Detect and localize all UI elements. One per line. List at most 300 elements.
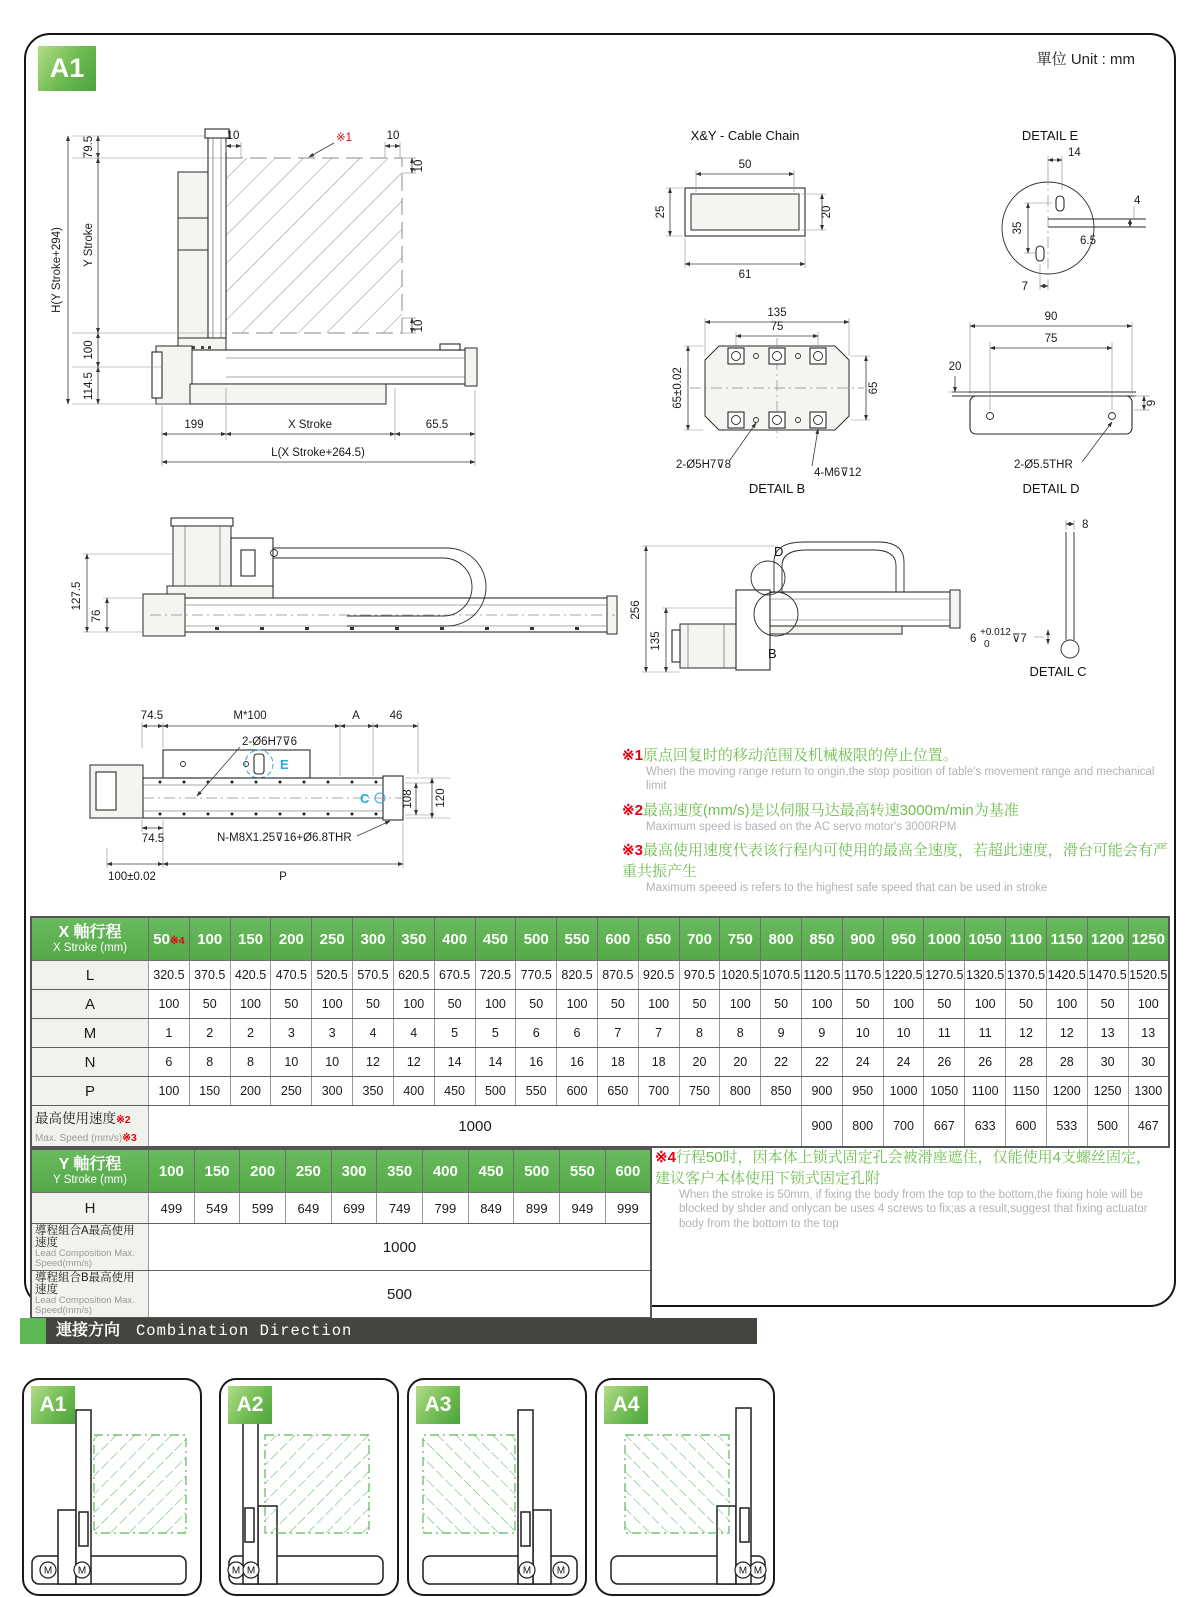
y-cell: 499: [149, 1193, 195, 1224]
x-cell: 8: [720, 1019, 761, 1048]
x-cell: 11: [965, 1019, 1006, 1048]
dim-135: 135: [767, 307, 787, 319]
svg-text:M: M: [43, 1565, 53, 1577]
detail-ref-b: B: [768, 646, 777, 661]
side-view-drawing: [55, 510, 630, 680]
y-lead-value: 1000: [149, 1224, 652, 1271]
note-ref-4-marker: ※4: [169, 934, 185, 947]
x-cell: 1050: [924, 1077, 965, 1106]
detail-b-title: DETAIL B: [748, 481, 806, 496]
dim-79-5: 79.5: [83, 135, 95, 159]
x-cell: 1100: [965, 1077, 1006, 1106]
footnotes: [622, 744, 1176, 901]
x-cell: 650: [597, 1077, 638, 1106]
x-stroke-col-header: [434, 917, 475, 961]
x-cell: 750: [679, 1077, 720, 1106]
x-cell: 870.5: [597, 961, 638, 990]
x-stroke-col-header: [1087, 917, 1128, 961]
dim-65-tol: 65±0.02: [672, 367, 684, 409]
x-stroke-col-header: [597, 917, 638, 961]
x-cell: 50: [597, 990, 638, 1019]
y-cell: 899: [514, 1193, 560, 1224]
x-cell: 1070.5: [761, 961, 802, 990]
y-lead-label-en2: Speed(mm/s): [35, 1305, 93, 1317]
combination-card-a3: [407, 1378, 587, 1596]
x-cell: 11: [924, 1019, 965, 1048]
callout-6h7: 2-Ø6H7⊽6: [242, 736, 298, 748]
y-lead-label-en: Lead Composition Max.: [35, 1295, 135, 1307]
detail-e-title: DETAIL E: [1021, 128, 1079, 143]
footnote-2-en: Maximum speed is based on the AC servo motor's 3000RPM: [646, 820, 957, 833]
x-cell: 4: [353, 1019, 394, 1048]
y-cell: 649: [286, 1193, 332, 1224]
dim-75: 75: [770, 321, 784, 333]
y-table-header-en: Y Stroke (mm): [53, 1173, 127, 1186]
x-table-row: [31, 1019, 1169, 1048]
x-cell: 30: [1128, 1048, 1169, 1077]
x-stroke-col-header: [720, 917, 761, 961]
rear-view-drawing: [628, 496, 973, 696]
x-cell: 10: [842, 1019, 883, 1048]
x-cell: 100: [312, 990, 353, 1019]
x-cell: 8: [189, 1048, 230, 1077]
dim-depth-7: ⊽7: [1012, 633, 1027, 645]
x-cell: 24: [842, 1048, 883, 1077]
x-cell: 22: [802, 1048, 843, 1077]
y-lead-row: [31, 1271, 651, 1319]
x-cell: 420.5: [230, 961, 271, 990]
x-speed-merged-cell: 1000: [149, 1106, 802, 1148]
dim-l: L(X Stroke+264.5): [271, 447, 365, 459]
x-cell: 320.5: [149, 961, 190, 990]
dim-46: 46: [389, 710, 403, 722]
y-lead-label-en: Lead Composition Max.: [35, 1248, 135, 1260]
x-row-label: A: [31, 990, 149, 1019]
svg-text:M: M: [556, 1565, 566, 1577]
dim-199: 199: [184, 419, 204, 431]
x-speed-cell: 467: [1128, 1106, 1169, 1148]
callout-nm8: N-M8X1.25⊽16+Ø6.8THR: [217, 832, 352, 844]
combination-card-a2: [219, 1378, 399, 1596]
x-cell: 2: [189, 1019, 230, 1048]
x-cell: 1120.5: [802, 961, 843, 990]
x-cell: 1420.5: [1046, 961, 1087, 990]
dim-6: 6: [970, 633, 977, 645]
x-cell: 1: [149, 1019, 190, 1048]
x-stroke-value: 1000: [927, 930, 962, 948]
y-lead-label-zh: 導程組合B最高使用速度: [35, 1272, 135, 1297]
dim-10-right-lower: 10: [413, 319, 425, 333]
combination-direction-header: [20, 1318, 757, 1344]
detail-b-drawing: [652, 296, 907, 496]
footnote-2-ref: ※2: [622, 801, 643, 819]
x-cell: 28: [1006, 1048, 1047, 1077]
svg-text:M: M: [738, 1565, 748, 1577]
x-cell: 250: [271, 1077, 312, 1106]
detail-c-title: DETAIL C: [1029, 664, 1087, 679]
detail-ref-d: D: [774, 544, 784, 559]
footnote-3: [622, 839, 1176, 895]
x-cell: 370.5: [189, 961, 230, 990]
x-stroke-col-header: [842, 917, 883, 961]
x-stroke-col-header: [924, 917, 965, 961]
x-cell: 100: [638, 990, 679, 1019]
x-cell: 24: [883, 1048, 924, 1077]
x-cell: 7: [638, 1019, 679, 1048]
note-ref-1: ※1: [336, 132, 353, 144]
x-cell: 920.5: [638, 961, 679, 990]
x-stroke-col-header: [761, 917, 802, 961]
x-cell: 100: [230, 990, 271, 1019]
x-cell: 12: [1006, 1019, 1047, 1048]
x-stroke-value: 350: [401, 930, 427, 948]
x-cell: 100: [475, 990, 516, 1019]
y-cell: 599: [240, 1193, 286, 1224]
x-cell: 100: [149, 990, 190, 1019]
x-cell: 1020.5: [720, 961, 761, 990]
y-stroke-col-header: 200: [240, 1149, 286, 1193]
y-stroke-col-header: 250: [286, 1149, 332, 1193]
dim-h: H(Y Stroke+294): [51, 227, 63, 313]
dim-m100: M*100: [233, 710, 267, 722]
x-cell: 12: [353, 1048, 394, 1077]
x-cell: 550: [516, 1077, 557, 1106]
x-stroke-value: 1150: [1050, 930, 1084, 948]
dim-127-5: 127.5: [71, 581, 83, 611]
dim-61: 61: [738, 269, 752, 281]
x-cell: 8: [230, 1048, 271, 1077]
y-table-h-row: [31, 1193, 651, 1224]
x-cell: 100: [1046, 990, 1087, 1019]
x-table-row: [31, 1077, 1169, 1106]
dim-100-tol: 100±0.02: [108, 871, 156, 883]
dim-10-top-right: 10: [386, 130, 400, 142]
x-cell: 14: [434, 1048, 475, 1077]
y-cell: 699: [331, 1193, 377, 1224]
x-cell: 6: [557, 1019, 598, 1048]
x-cell: 350: [353, 1077, 394, 1106]
x-cell: 100: [883, 990, 924, 1019]
footnote-3-en: Maximum speeed is refers to the highest safe speed that can be used in stroke: [646, 882, 1048, 895]
x-speed-cell: 700: [883, 1106, 924, 1148]
x-stroke-col-header: [393, 917, 434, 961]
y-cell: 999: [605, 1193, 651, 1224]
x-cell: 1370.5: [1006, 961, 1047, 990]
front-view-drawing: [50, 100, 480, 502]
x-stroke-value: 450: [482, 930, 508, 948]
y-cell: 749: [377, 1193, 423, 1224]
x-speed-label: [31, 1106, 149, 1148]
x-cell: 18: [638, 1048, 679, 1077]
x-cell: 16: [557, 1048, 598, 1077]
x-cell: 150: [189, 1077, 230, 1106]
x-cell: 50: [189, 990, 230, 1019]
y-table-header-row: [31, 1149, 651, 1193]
x-table-header-zh: X 軸行程: [58, 924, 122, 942]
x-cell: 10: [271, 1048, 312, 1077]
x-cell: 1150: [1006, 1077, 1047, 1106]
combination-card-a4: [595, 1378, 775, 1596]
x-stroke-col-header: [557, 917, 598, 961]
x-stroke-col-header: [802, 917, 843, 961]
dim-25: 25: [655, 205, 667, 219]
x-stroke-value: 1200: [1090, 930, 1125, 948]
y-lead-label: [31, 1271, 149, 1319]
x-stroke-value: 900: [850, 930, 876, 948]
dim-100: 100: [83, 340, 95, 360]
x-cell: 400: [393, 1077, 434, 1106]
card-a4-badge: A4: [604, 1386, 648, 1424]
x-stroke-col-header: [516, 917, 557, 961]
x-cell: 3: [271, 1019, 312, 1048]
svg-text:M: M: [522, 1565, 532, 1577]
header-accent-square: [20, 1318, 46, 1344]
cable-chain-drawing: [640, 126, 850, 306]
y-cell: 949: [560, 1193, 606, 1224]
x-speed-cell: 533: [1046, 1106, 1087, 1148]
x-cell: 850: [761, 1077, 802, 1106]
x-cell: 800: [720, 1077, 761, 1106]
x-cell: 1320.5: [965, 961, 1006, 990]
x-cell: 50: [271, 990, 312, 1019]
footnote-4-zh: 行程50时，因本体上锁式固定孔会被滑座遮住，仅能使用4支螺丝固定，建议客户本体使用下锁式固定孔附: [655, 1149, 1151, 1187]
x-cell: 6: [149, 1048, 190, 1077]
x-stroke-value: 750: [727, 930, 753, 948]
footnote-1: [622, 744, 1176, 794]
dim-65: 65: [868, 381, 880, 395]
x-cell: 14: [475, 1048, 516, 1077]
x-cell: 500: [475, 1077, 516, 1106]
x-stroke-col-header: [965, 917, 1006, 961]
x-stroke-value: 650: [646, 930, 672, 948]
x-stroke-value: 500: [523, 930, 549, 948]
x-stroke-value: 150: [238, 930, 264, 948]
y-lead-label-en2: Speed(mm/s): [35, 1258, 93, 1270]
x-stroke-col-header: [189, 917, 230, 961]
detail-c-drawing: [948, 502, 1173, 687]
x-cell: 9: [802, 1019, 843, 1048]
dim-4: 4: [1134, 195, 1141, 207]
x-speed-cell: 600: [1006, 1106, 1047, 1148]
x-table-header-en: X Stroke (mm): [52, 941, 128, 954]
footnote-3-ref: ※3: [622, 842, 643, 860]
x-stroke-value: 300: [360, 930, 386, 948]
y-lead-label-zh: 導程組合A最高使用速度: [35, 1225, 135, 1250]
x-cell: 1000: [883, 1077, 924, 1106]
x-cell: 100: [393, 990, 434, 1019]
x-cell: 470.5: [271, 961, 312, 990]
x-stroke-col-header: [679, 917, 720, 961]
y-stroke-col-header: 350: [377, 1149, 423, 1193]
x-stroke-value: 850: [809, 930, 835, 948]
dim-135b: 135: [650, 631, 662, 651]
footnote-4-en: When the stroke is 50mm, if fixing the body from the top to the bottom,the fixing hole will be blocked by shder and onlycan be uses 4 screws to fix;as a result,suggest that fixing actuator body from the bottom to the top: [679, 1189, 1148, 1230]
x-cell: 50: [516, 990, 557, 1019]
x-stroke-col-header: [1128, 917, 1169, 961]
detail-d-title: DETAIL D: [1022, 481, 1080, 496]
y-row-label: H: [31, 1193, 149, 1224]
x-cell: 50: [842, 990, 883, 1019]
y-stroke-col-header: 450: [468, 1149, 514, 1193]
dim-7: 7: [1021, 281, 1028, 293]
y-stroke-col-header: 150: [194, 1149, 240, 1193]
dim-114-5: 114.5: [83, 372, 95, 400]
x-cell: 50: [434, 990, 475, 1019]
x-cell: 620.5: [393, 961, 434, 990]
x-cell: 20: [679, 1048, 720, 1077]
x-cell: 7: [597, 1019, 638, 1048]
dim-y-stroke: Y Stroke: [83, 223, 95, 267]
x-cell: 770.5: [516, 961, 557, 990]
x-cell: 50: [1006, 990, 1047, 1019]
x-table-header-label: [31, 917, 149, 961]
x-cell: 950: [842, 1077, 883, 1106]
y-lead-value: 500: [149, 1271, 652, 1319]
model-badge: A1: [38, 46, 96, 91]
x-stroke-value: 400: [442, 930, 468, 948]
dim-p: P: [279, 871, 287, 883]
footnote-1-en: When the moving range return to origin,the stop position of table's movement range and mechanical limit: [646, 766, 1155, 793]
detail-d-drawing: [922, 296, 1162, 496]
footnote-4-ref: ※4: [655, 1149, 676, 1166]
svg-text:M: M: [246, 1565, 256, 1577]
footnote-1-zh: 原点回复时的移动范围及机械极限的停止位置。: [642, 747, 958, 764]
footnote-2-zh: 最高速度(mm/s)是以伺服马达最高转速3000m/min为基准: [642, 801, 1019, 819]
footnote-4: [655, 1146, 1163, 1231]
x-cell: 9: [761, 1019, 802, 1048]
unit-label: 單位 Unit : mm: [1036, 51, 1135, 68]
x-stroke-value: 200: [278, 930, 304, 948]
x-stroke-col-header: [353, 917, 394, 961]
x-cell: 100: [965, 990, 1006, 1019]
x-cell: 6: [516, 1019, 557, 1048]
x-cell: 1270.5: [924, 961, 965, 990]
dim-10-right-upper: 10: [413, 159, 425, 173]
x-table-row: [31, 1048, 1169, 1077]
x-speed-row: [31, 1106, 1169, 1148]
dim-20b: 20: [948, 361, 962, 373]
x-cell: 30: [1087, 1048, 1128, 1077]
y-stroke-col-header: 500: [514, 1149, 560, 1193]
dim-20: 20: [821, 205, 833, 219]
dim-74-5-top: 74.5: [140, 710, 164, 722]
x-cell: 1520.5: [1128, 961, 1169, 990]
dim-108: 108: [402, 789, 414, 809]
x-cell: 50: [924, 990, 965, 1019]
x-cell: 16: [516, 1048, 557, 1077]
x-cell: 3: [312, 1019, 353, 1048]
x-cell: 1470.5: [1087, 961, 1128, 990]
x-row-label: L: [31, 961, 149, 990]
x-speed-cell: 900: [802, 1106, 843, 1148]
x-cell: 50: [353, 990, 394, 1019]
x-stroke-value: 800: [768, 930, 794, 948]
x-cell: 18: [597, 1048, 638, 1077]
x-cell: 26: [924, 1048, 965, 1077]
x-cell: 12: [1046, 1019, 1087, 1048]
footnote-3-zh: 最高使用速度代表该行程内可使用的最高全速度，若超此速度，滑台可能会有严重共振产生: [622, 842, 1168, 881]
x-cell: 22: [761, 1048, 802, 1077]
x-cell: 5: [434, 1019, 475, 1048]
dim-35: 35: [1012, 221, 1024, 235]
x-cell: 12: [393, 1048, 434, 1077]
dim-14: 14: [1068, 147, 1081, 159]
x-table-header-row: [31, 917, 1169, 961]
x-table-row: [31, 961, 1169, 990]
x-cell: 10: [312, 1048, 353, 1077]
x-cell: 100: [802, 990, 843, 1019]
card-a2-badge: A2: [228, 1386, 272, 1424]
x-stroke-col-header: [271, 917, 312, 961]
callout-5h7: 2-Ø5H7⊽8: [676, 459, 732, 471]
x-stroke-col-header: [149, 917, 190, 961]
dim-x-stroke: X Stroke: [287, 419, 333, 431]
dim-6-5: 6.5: [1080, 235, 1096, 247]
dim-75b: 75: [1044, 333, 1058, 345]
detail-ref-e: E: [280, 757, 289, 772]
x-cell: 820.5: [557, 961, 598, 990]
x-stroke-value: 250: [319, 930, 345, 948]
footnote-2: [622, 799, 1176, 834]
x-stroke-value: 1050: [968, 930, 1002, 948]
x-stroke-col-header: [1006, 917, 1047, 961]
x-cell: 570.5: [353, 961, 394, 990]
dim-50: 50: [738, 159, 752, 171]
note-ref-2-marker: ※2: [116, 1113, 131, 1126]
x-cell: 50: [761, 990, 802, 1019]
dim-76: 76: [91, 609, 103, 623]
callout-5-5thr: 2-Ø5.5THR: [1014, 459, 1073, 471]
combination-title-zh: 連接方向: [56, 1322, 121, 1339]
x-stroke-col-header: [638, 917, 679, 961]
dim-65-5: 65.5: [425, 419, 449, 431]
x-stroke-col-header: [883, 917, 924, 961]
x-speed-cell: 800: [842, 1106, 883, 1148]
card-a3-badge: A3: [416, 1386, 460, 1424]
x-stroke-value: 600: [605, 930, 631, 948]
y-lead-row: [31, 1224, 651, 1271]
y-stroke-col-header: 550: [560, 1149, 606, 1193]
x-cell: 26: [965, 1048, 1006, 1077]
y-cell: 849: [468, 1193, 514, 1224]
svg-text:M: M: [77, 1565, 87, 1577]
x-stroke-value: 100: [197, 930, 223, 948]
combination-card-a1: [22, 1378, 202, 1596]
x-cell: 100: [720, 990, 761, 1019]
dim-120: 120: [435, 788, 447, 808]
footnote-1-ref: ※1: [622, 747, 643, 764]
x-cell: 900: [802, 1077, 843, 1106]
x-stroke-value: 950: [891, 930, 917, 948]
x-cell: 1250: [1087, 1077, 1128, 1106]
card-a1-badge: A1: [31, 1386, 75, 1424]
x-stroke-table: [30, 916, 1170, 1148]
dim-6-tol-lower: 0: [984, 639, 990, 650]
x-cell: 5: [475, 1019, 516, 1048]
dim-74-5-bottom: 74.5: [141, 833, 165, 845]
bottom-view-drawing: [50, 688, 660, 895]
x-speed-cell: 667: [924, 1106, 965, 1148]
x-cell: 10: [883, 1019, 924, 1048]
dim-9: 9: [1146, 399, 1158, 407]
x-cell: 13: [1128, 1019, 1169, 1048]
x-table-row: [31, 990, 1169, 1019]
x-stroke-value: 1250: [1131, 930, 1165, 948]
detail-ref-c: C: [360, 791, 370, 806]
svg-text:M: M: [753, 1565, 763, 1577]
x-stroke-value: 1100: [1009, 930, 1043, 948]
x-cell: 100: [557, 990, 598, 1019]
